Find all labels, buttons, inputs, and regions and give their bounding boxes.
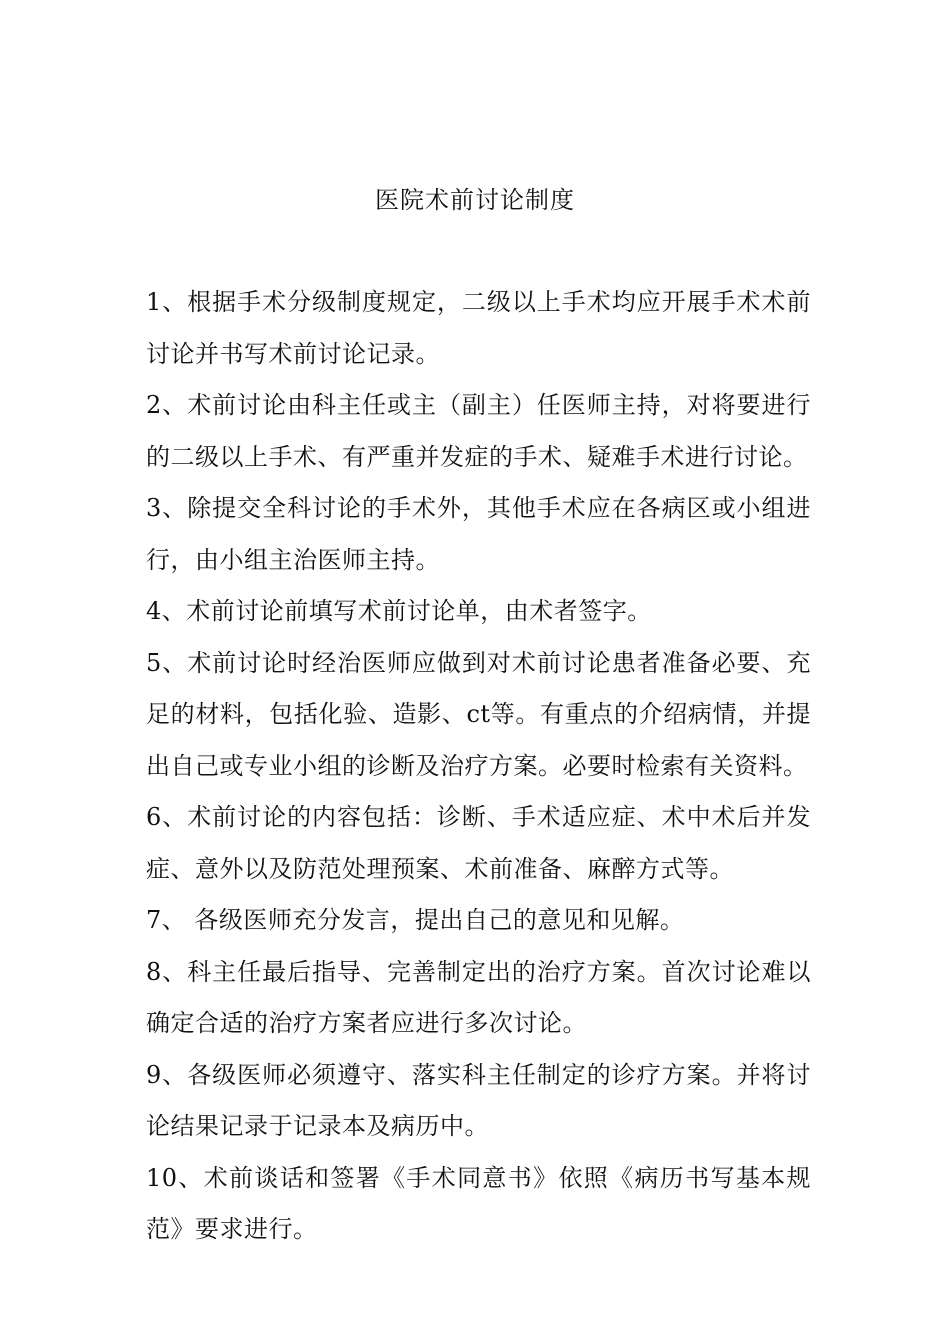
paragraph-4: 4、术前讨论前填写术前讨论单，由术者签字。	[146, 597, 652, 625]
paragraph-8: 8、科主任最后指导、完善制定出的治疗方案。首次讨论难以确定合适的治疗方案者应进行多次讨论。	[146, 957, 811, 1037]
paragraph-2: 2、术前讨论由科主任或主（副主）任医师主持，对将要进行的二级以上手术、有严重并发症的手术、疑难手术进行讨论。	[146, 391, 811, 471]
paragraph-5: 5、术前讨论时经治医师应做到对术前讨论患者准备必要、充足的材料，包括化验、造影、ct等。有重点的介绍病情，并提出自己或专业小组的诊断及治疗方案。必要时检索有关资料。	[146, 648, 811, 780]
paragraph-3: 3、除提交全科讨论的手术外，其他手术应在各病区或小组进行，由小组主治医师主持。	[146, 494, 811, 574]
paragraph-6: 6、术前讨论的内容包括：诊断、手术适应症、术中术后并发症、意外以及防范处理预案、术前准备、麻醉方式等。	[146, 803, 811, 883]
paragraph-1: 1、根据手术分级制度规定，二级以上手术均应开展手术术前讨论并书写术前讨论记录。	[146, 288, 811, 368]
paragraph-10: 10、术前谈话和签署《手术同意书》依照《病历书写基本规范》要求进行。	[146, 1163, 811, 1243]
document-title: 医院术前讨论制度	[375, 186, 575, 214]
paragraph-7: 7、 各级医师充分发言，提出自己的意见和见解。	[146, 906, 685, 934]
paragraph-9: 9、各级医师必须遵守、落实科主任制定的诊疗方案。并将讨论结果记录于记录本及病历中。	[146, 1060, 811, 1140]
document-body	[146, 277, 811, 1256]
